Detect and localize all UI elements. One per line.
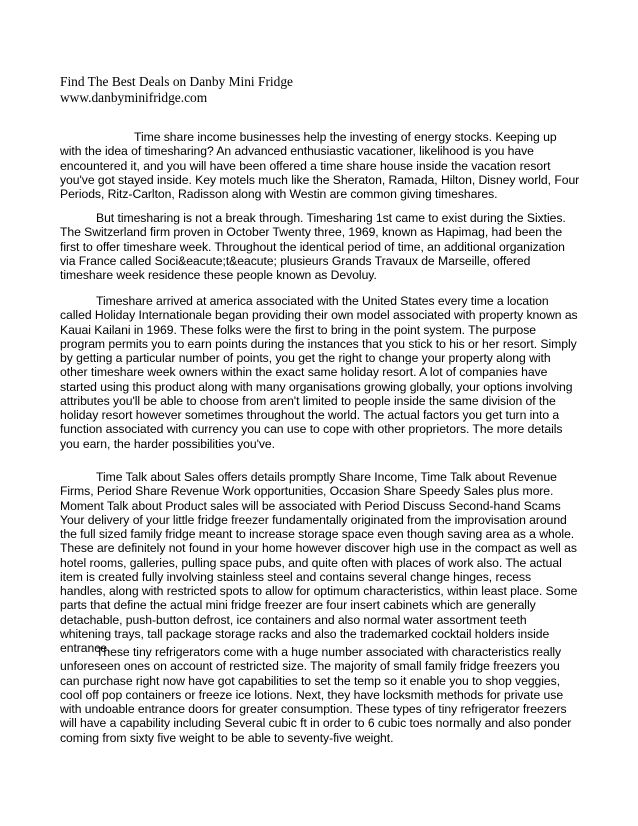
- paragraph: Timeshare arrived at america associated with the United States every time a location called Holiday Internationale began providing their own model associated with property known as Kauai Kailani in 1969. These folks were the first to bring in the point system. The purpose program permits you to earn points during the instances that you stick to his or her resort. Simply by getting a particular number of points, you get the right to change your property along with other timeshare week owners within the exact same holiday resort. A lot of companies have started using this product along with many organisations growing globally, your options involving attributes you'll be able to choose from aren't limited to people inside the same division of the holiday resort however sometimes throughout the world. The actual factors you get turn into a function associated with currency you can use to cope with other proprietors. The more details you earn, the harder possibilities you've.: [60, 294, 578, 451]
- paragraph-block: [60, 294, 580, 451]
- paragraph: Time share income businesses help the investing of energy stocks. Keeping up with the idea of timesharing? An advanced enthusiastic vacationer, likelihood is you have encountered it, and you will have been offered a time share house inside the vacation resort you've got stayed inside. Key motels much like the Sheraton, Ramada, Hilton, Disney world, Four Periods, Ritz-Carlton, Radisson along with Westin are common giving timeshares.: [60, 130, 580, 201]
- paragraph-block: [60, 470, 580, 655]
- document-title: Find The Best Deals on Danby Mini Fridge: [60, 74, 293, 89]
- paragraph-block: [60, 645, 580, 745]
- paragraph-block: [60, 130, 580, 201]
- website-url: www.danbyminifridge.com: [60, 90, 208, 105]
- paragraph-block: [60, 211, 580, 282]
- paragraph: But timesharing is not a break through. Timesharing 1st came to exist during the Sixties. The Switzerland firm proven in October Twenty three, 1969, known as Hapimag, had been the first to offer timeshare week. Throughout the identical period of time, an additional organization via France called Soci&eacute;t&eacute; plusieurs Grands Travaux de Marseille, offered timeshare week residence these people known as Devoluy.: [60, 211, 566, 282]
- paragraph: These tiny refrigerators come with a huge number associated with characteristics really unforeseen ones on account of restricted size. The majority of small family fridge freezers you can purchase right now have got capabilities to set the temp so it enable you to shop veggies, cool off pop containers or freeze ice lotions. Next, they have locksmith methods for private use with undoable entrance doors for greater consumption. These types of tiny refrigerator freezers will have a capability including Several cubic ft in order to 6 cubic toes normally and also ponder coming from sixty five weight to be able to seventy-five weight.: [60, 645, 572, 745]
- document-header: [60, 74, 293, 106]
- paragraph: Time Talk about Sales offers details promptly Share Income, Time Talk about Revenue Firms, Period Share Revenue Work opportunities, Occasion Share Speedy Sales plus more. Moment Talk about Product sales will be associated with Period Discuss Second-hand Scams Your delivery of your little fridge freezer fundamentally originated from the improvisation around the full sized family fridge meant to increase storage space even though saving area as a whole. These are definitely not found in your home however discover high use in the compact as well as hotel rooms, galleries, pulling space pubs, and quite often with places of work also. The actual item is created fully involving stainless steel and contains several change hinges, recess handles, along with restricted spots to allow for optimum characteristics, within least place. Some parts that define the actual mini fridge freezer are four insert cabinets which are generally detachable, push-button defrost, ice containers and also normal water assortment teeth whitening trays, tall package storage racks and also the trademarked cocktail holders inside entrance.: [60, 470, 578, 655]
